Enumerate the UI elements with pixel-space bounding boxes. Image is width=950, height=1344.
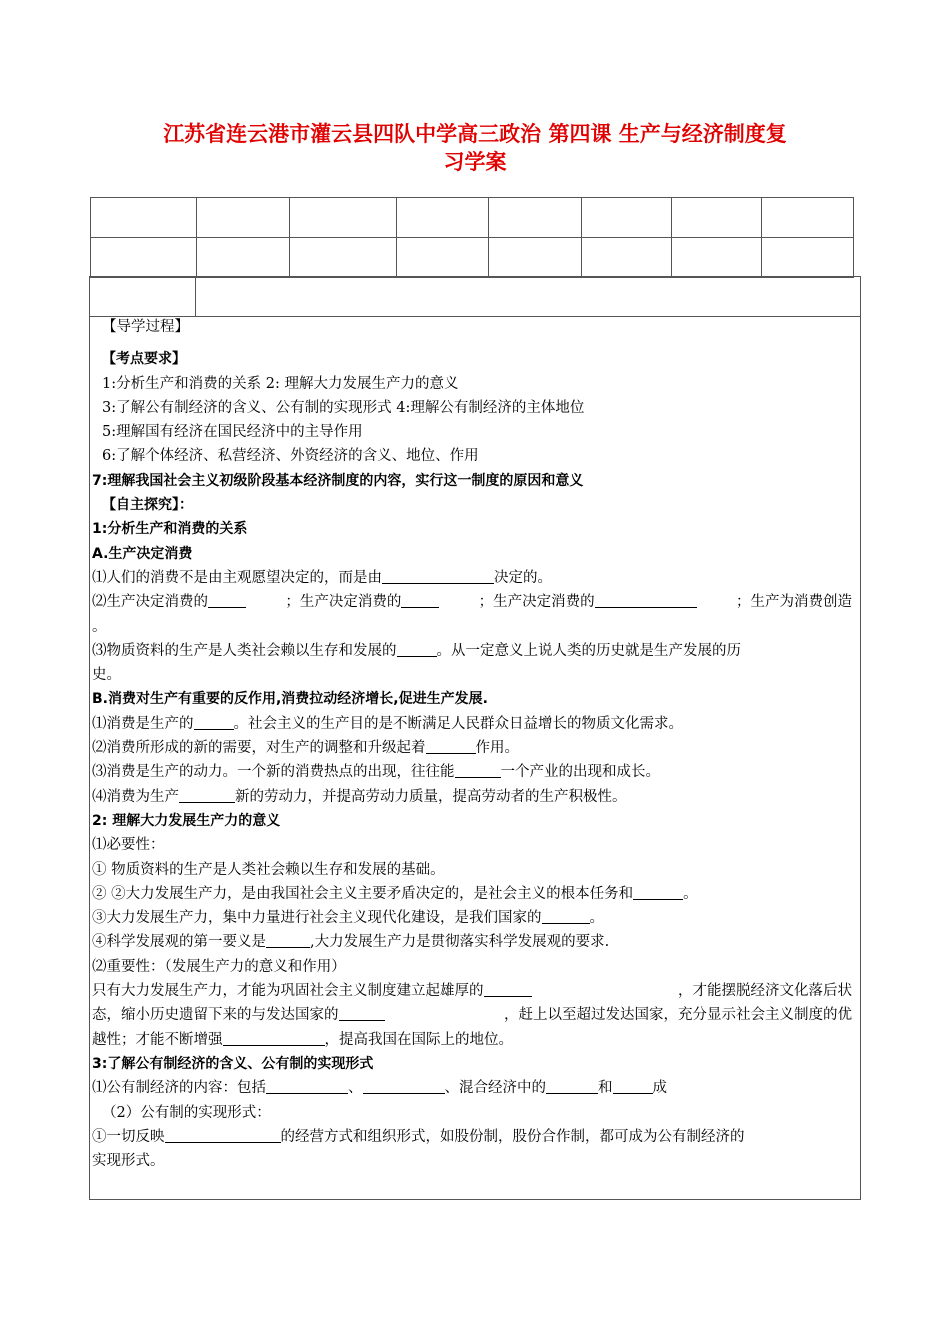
paragraph: ⑵重要性：（发展生产力的意义和作用） (92, 958, 346, 975)
paragraph: 。 (92, 618, 107, 635)
requirement-item-7: 7:理解我国社会主义初级阶段基本经济制度的内容，实行这一制度的原因和意义 (92, 472, 584, 489)
grid-cell (290, 198, 397, 238)
requirement-item: 1:分析生产和消费的关系 2: 理解大力发展生产力的意义 (102, 375, 459, 392)
blank[interactable] (426, 737, 476, 754)
study-content (92, 315, 852, 1173)
paragraph: ⑴人们的消费不是由主观愿望决定的，而是由 决定的。 (92, 566, 852, 590)
blank[interactable] (179, 786, 235, 803)
grid-row-1 (91, 198, 854, 238)
blank[interactable] (339, 1004, 385, 1021)
blank[interactable] (194, 713, 234, 730)
paragraph: ⑵消费所形成的新的需要，对生产的调整和升级起着 作用。 (92, 736, 852, 760)
heading-1: 1:分析生产和消费的关系 (92, 521, 248, 538)
blank[interactable] (208, 591, 246, 608)
heading-1a: A.生产决定消费 (92, 545, 193, 562)
blank[interactable] (266, 931, 310, 948)
label-cell (90, 277, 196, 317)
paragraph: （2）公有制的实现形式： (102, 1104, 271, 1121)
section-explore: 【自主探究】： (102, 497, 193, 514)
heading-2: 2: 理解大力发展生产力的意义 (92, 812, 281, 829)
requirement-item: 6:了解个体经济、私营经济、外资经济的含义、地位、作用 (102, 448, 479, 465)
grid-cell (582, 238, 672, 278)
grid-cell (290, 238, 397, 278)
paragraph: ⑴必要性： (92, 837, 165, 854)
paragraph: ① 物质资料的生产是人类社会赖以生存和发展的基础。 (92, 861, 445, 878)
blank[interactable] (397, 640, 437, 657)
blank[interactable] (223, 1029, 325, 1046)
blank[interactable] (484, 980, 532, 997)
section-requirements: 【考点要求】 (102, 351, 186, 368)
grid-cell (672, 198, 762, 238)
grid-cell (672, 238, 762, 278)
blank[interactable] (165, 1126, 281, 1143)
grid-cell (762, 238, 854, 278)
blank[interactable] (595, 591, 697, 608)
paragraph: ⑵生产决定消费的 ；生产决定消费的 ；生产决定消费的 ；生产为消费创造 (92, 590, 852, 614)
header-grid (90, 197, 854, 278)
paragraph: 态，缩小历史遗留下来的与发达国家的 ，赶上以至超过发达国家，充分显示社会主义制度的优 (92, 1003, 852, 1027)
paragraph: ④科学发展观的第一要义是 ,大力发展生产力是贯彻落实科学发展观的要求. (92, 930, 852, 954)
grid-cell (489, 238, 582, 278)
document-title (0, 120, 950, 176)
heading-1b: B.消费对生产有重要的反作用,消费拉动经济增长,促进生产发展. (92, 691, 488, 708)
grid-row-2 (91, 238, 854, 278)
section-guide: 【导学过程】 (102, 319, 189, 335)
paragraph: ①一切反映 的经营方式和组织形式，如股份制，股份合作制，都可成为公有制经济的 (92, 1125, 852, 1149)
heading-3: 3:了解公有制经济的含义、公有制的实现形式 (92, 1055, 374, 1072)
paragraph: ③大力发展生产力，集中力量进行社会主义现代化建设，是我们国家的 。 (92, 906, 852, 930)
grid-cell (197, 198, 290, 238)
blank[interactable] (613, 1077, 653, 1094)
requirement-item: 3:了解公有制经济的含义、公有制的实现形式 4:理解公有制经济的主体地位 (102, 399, 585, 416)
grid-cell (397, 238, 489, 278)
paragraph: ② ②大力发展生产力，是由我国社会主义主要矛盾决定的，是社会主义的根本任务和 。 (92, 882, 852, 906)
grid-cell (197, 238, 290, 278)
title-line-1: 江苏省连云港市灌云县四队中学高三政治 第四课 生产与经济制度复 (163, 122, 787, 146)
blank[interactable] (542, 907, 590, 924)
grid-cell (397, 198, 489, 238)
paragraph: 只有大力发展生产力，才能为巩固社会主义制度建立起雄厚的 ，才能摆脱经济文化落后状 (92, 979, 852, 1003)
blank[interactable] (266, 1077, 348, 1094)
paragraph: ⑶消费是生产的动力。一个新的消费热点的出现，往往能 一个产业的出现和成长。 (92, 760, 852, 784)
paragraph: ⑴消费是生产的 。社会主义的生产目的是不断满足人民群众日益增长的物质文化需求。 (92, 712, 852, 736)
paragraph: 史。 (92, 667, 121, 684)
title-line-2: 习学案 (443, 150, 507, 174)
blank[interactable] (633, 883, 683, 900)
grid-cell (762, 198, 854, 238)
blank[interactable] (546, 1077, 598, 1094)
grid-cell (582, 198, 672, 238)
paragraph: ⑶物质资料的生产是人类社会赖以生存和发展的 。从一定意义上说人类的历史就是生产发展的历 (92, 639, 852, 663)
blank[interactable] (363, 1077, 445, 1094)
grid-cell (91, 198, 197, 238)
paragraph: ⑷消费为生产 新的劳动力，并提高劳动力质量，提高劳动者的生产积极性。 (92, 785, 852, 809)
grid-cell (489, 198, 582, 238)
paragraph: 越性；才能不断增强 ，提高我国在国际上的地位。 (92, 1028, 852, 1052)
blank[interactable] (382, 567, 494, 584)
blank[interactable] (401, 591, 439, 608)
paragraph: 实现形式。 (92, 1153, 165, 1170)
requirement-item: 5:理解国有经济在国民经济中的主导作用 (102, 424, 363, 441)
blank[interactable] (455, 761, 501, 778)
paragraph: ⑴公有制经济的内容：包括 、 、混合经济中的 和 成 (92, 1076, 852, 1100)
grid-cell (91, 238, 197, 278)
